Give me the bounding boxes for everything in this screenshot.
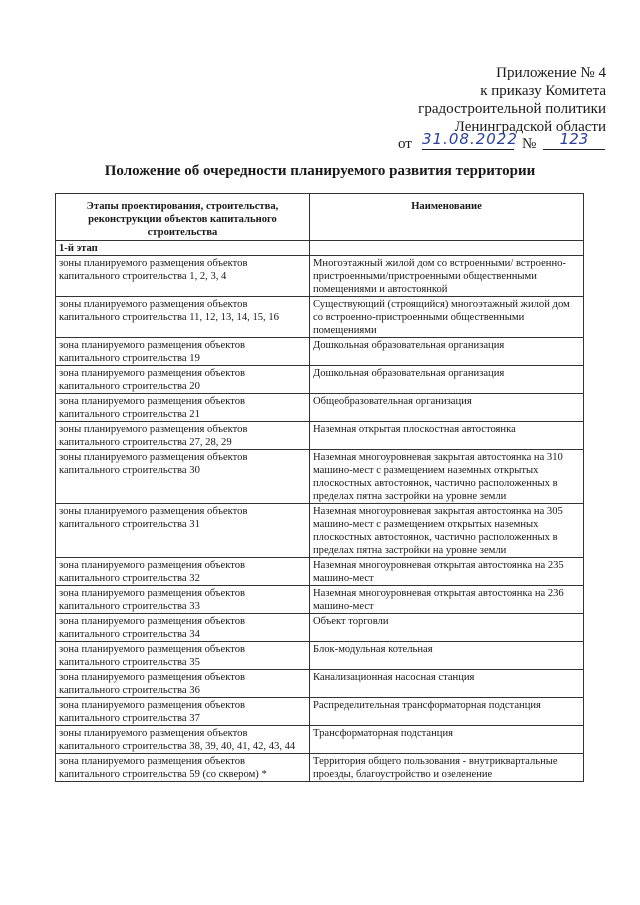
object-name-cell: Дошкольная образовательная организация xyxy=(310,338,584,366)
table-row xyxy=(56,558,584,586)
zone-cell: зоны планируемого размещения объектов капитального строительства 27, 28, 29 xyxy=(56,422,310,450)
table-row xyxy=(56,366,584,394)
zone-cell: зона планируемого размещения объектов капитального строительства 19 xyxy=(56,338,310,366)
table-row xyxy=(56,586,584,614)
column-header-stages: Этапы проектирования, строительства, реконструкции объектов капитального строительства xyxy=(56,194,310,241)
object-name-cell: Канализационная насосная станция xyxy=(310,670,584,698)
object-name-cell: Наземная открытая плоскостная автостоянка xyxy=(310,422,584,450)
order-date: 31.08.2022 xyxy=(422,130,518,148)
appendix-header xyxy=(418,64,606,136)
zone-cell: зоны планируемого размещения объектов капитального строительства 11, 12, 13, 14, 15, 16 xyxy=(56,297,310,338)
zone-cell: зона планируемого размещения объектов капитального строительства 32 xyxy=(56,558,310,586)
table-row xyxy=(56,642,584,670)
zone-cell: зоны планируемого размещения объектов капитального строительства 1, 2, 3, 4 xyxy=(56,256,310,297)
object-name-cell: Наземная многоуровневая открытая автостоянка на 235 машино-мест xyxy=(310,558,584,586)
table-row xyxy=(56,394,584,422)
zone-cell: зона планируемого размещения объектов капитального строительства 59 (со сквером) * xyxy=(56,754,310,782)
object-name-cell: Многоэтажный жилой дом со встроенными/ встроенно-пристроенными/пристроенными общественными помещениями и автостоянкой xyxy=(310,256,584,297)
table-row xyxy=(56,670,584,698)
object-name-cell: Существующий (строящийся) многоэтажный жилой дом со встроенно-пристроенными общественными помещениями xyxy=(310,297,584,338)
object-name-cell: Общеобразовательная организация xyxy=(310,394,584,422)
appendix-line: Ленинградской области xyxy=(454,119,606,135)
table-row xyxy=(56,422,584,450)
date-prefix: от xyxy=(398,136,412,152)
zone-cell: зона планируемого размещения объектов капитального строительства 35 xyxy=(56,642,310,670)
zone-cell: зоны планируемого размещения объектов капитального строительства 38, 39, 40, 41, 42, 43, 44 xyxy=(56,726,310,754)
object-name-cell: Объект торговли xyxy=(310,614,584,642)
object-name-cell: Трансформаторная подстанция xyxy=(310,726,584,754)
stage-label: 1-й этап xyxy=(56,241,310,256)
stage-row xyxy=(56,241,584,256)
number-prefix: № xyxy=(522,136,537,152)
order-date-number xyxy=(398,130,608,156)
appendix-line: к приказу Комитета xyxy=(480,83,606,99)
zone-cell: зоны планируемого размещения объектов капитального строительства 31 xyxy=(56,504,310,558)
zone-cell: зона планируемого размещения объектов капитального строительства 21 xyxy=(56,394,310,422)
order-number: 123 xyxy=(543,130,605,150)
zone-cell: зона планируемого размещения объектов капитального строительства 20 xyxy=(56,366,310,394)
table-row xyxy=(56,256,584,297)
table-header-row xyxy=(56,194,584,241)
appendix-line: Приложение № 4 xyxy=(496,65,606,81)
object-name-cell: Блок-модульная котельная xyxy=(310,642,584,670)
object-name-cell: Территория общего пользования - внутриквартальные проезды, благоустройство и озеленение xyxy=(310,754,584,782)
zone-cell: зона планируемого размещения объектов капитального строительства 34 xyxy=(56,614,310,642)
table-row xyxy=(56,614,584,642)
column-header-name: Наименование xyxy=(310,194,584,241)
table-row xyxy=(56,754,584,782)
zone-cell: зоны планируемого размещения объектов капитального строительства 30 xyxy=(56,450,310,504)
object-name-cell: Наземная многоуровневая закрытая автостоянка на 310 машино-мест с размещением наземных открытых плоскостных автостоянок, частично расположенных в пределах пятна застройки на уровне земли xyxy=(310,450,584,504)
table-row xyxy=(56,338,584,366)
table-row xyxy=(56,504,584,558)
table-row xyxy=(56,726,584,754)
document-title: Положение об очередности планируемого развития территории xyxy=(104,163,536,179)
zone-cell: зона планируемого размещения объектов капитального строительства 33 xyxy=(56,586,310,614)
stage-empty-cell xyxy=(310,241,584,256)
object-name-cell: Наземная многоуровневая открытая автостоянка на 236 машино-мест xyxy=(310,586,584,614)
zone-cell: зона планируемого размещения объектов капитального строительства 36 xyxy=(56,670,310,698)
table-row xyxy=(56,450,584,504)
table-row xyxy=(56,698,584,726)
object-name-cell: Дошкольная образовательная организация xyxy=(310,366,584,394)
stages-table xyxy=(55,193,584,782)
table-row xyxy=(56,297,584,338)
zone-cell: зона планируемого размещения объектов капитального строительства 37 xyxy=(56,698,310,726)
object-name-cell: Распределительная трансформаторная подстанция xyxy=(310,698,584,726)
appendix-line: градостроительной политики xyxy=(418,101,606,117)
object-name-cell: Наземная многоуровневая закрытая автостоянка на 305 машино-мест с размещением открытых наземных плоскостных автостоянок, частично расположенных в пределах пятна застройки на уровне земли xyxy=(310,504,584,558)
